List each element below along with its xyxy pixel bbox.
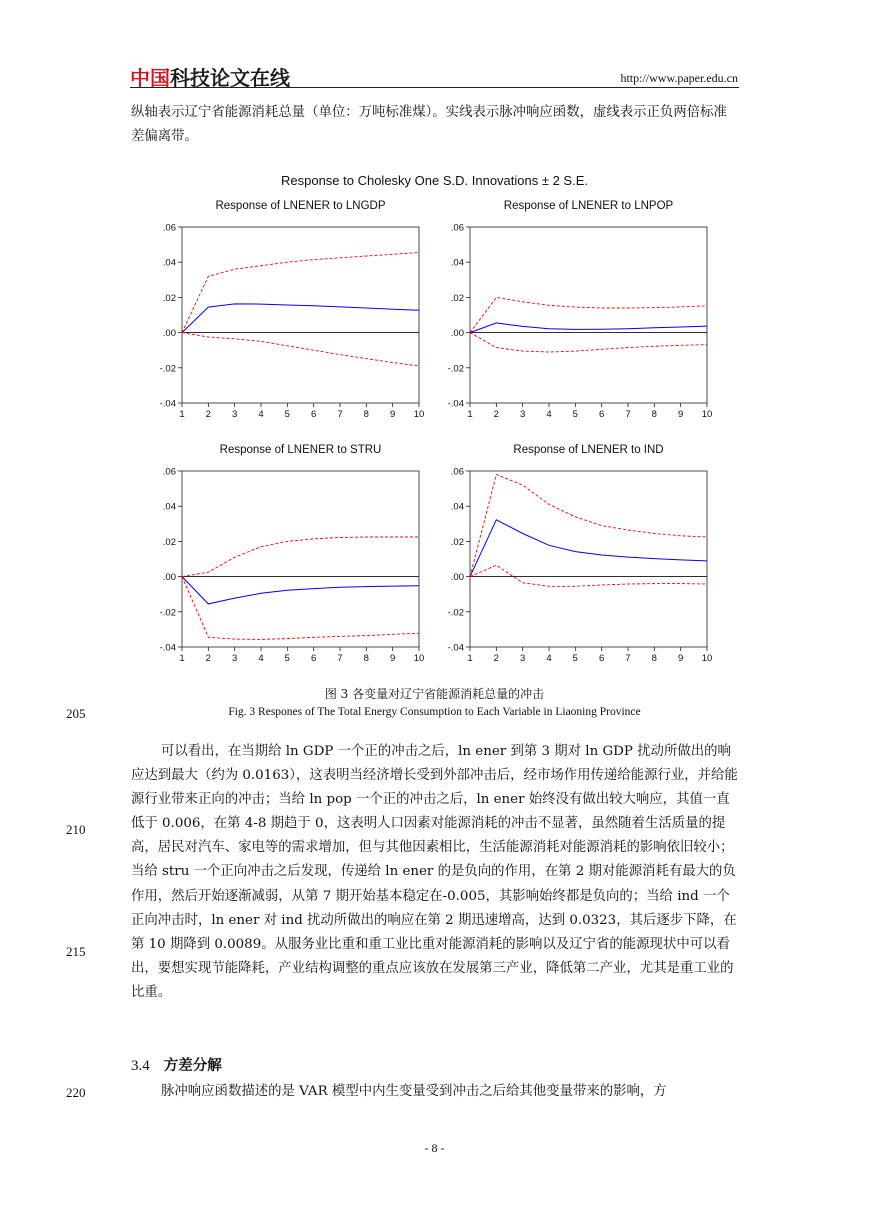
figure-caption-en: Fig. 3 Respones of The Total Energy Consumption to Each Variable in Liaoning Province [228, 706, 641, 718]
x-tick-label: 6 [311, 653, 317, 664]
y-tick-label: .06 [162, 466, 176, 478]
x-tick-label: 7 [625, 653, 631, 664]
y-tick-label: .00 [162, 328, 176, 340]
upper-band-line [182, 253, 419, 333]
x-tick-label: 7 [625, 409, 631, 420]
y-tick-label: .00 [162, 572, 176, 584]
y-tick-label: .04 [162, 257, 176, 269]
x-tick-label: 3 [520, 653, 526, 664]
x-tick-label: 7 [337, 653, 343, 664]
y-tick-label: .02 [162, 536, 176, 548]
y-tick-label: -.02 [159, 607, 176, 619]
x-tick-label: 2 [205, 653, 211, 664]
x-tick-label: 1 [179, 409, 185, 420]
line-number-210: 210 [66, 822, 86, 837]
y-tick-label: -.02 [447, 607, 464, 619]
impulse-response-line [470, 520, 707, 577]
x-tick-label: 4 [546, 409, 552, 420]
x-tick-label: 2 [493, 653, 499, 664]
last-paragraph: 脉冲响应函数描述的是 VAR 模型中内生变量受到冲击之后给其他变量带来的影响，方 [161, 1084, 667, 1099]
header-url[interactable]: http://www.paper.edu.cn [620, 71, 738, 85]
y-tick-label: .06 [450, 466, 464, 478]
x-tick-label: 4 [258, 409, 264, 420]
y-tick-label: -.02 [159, 363, 176, 375]
x-tick-label: 3 [232, 653, 238, 664]
x-tick-label: 10 [701, 653, 713, 664]
x-tick-label: 6 [311, 409, 317, 420]
panel-title: Response of LNENER to LNGDP [215, 200, 386, 212]
panel-frame [182, 227, 419, 403]
x-tick-label: 8 [651, 409, 657, 420]
x-tick-label: 9 [678, 409, 684, 420]
impulse-response-line [470, 323, 707, 333]
x-tick-label: 3 [520, 409, 526, 420]
y-tick-label: .04 [450, 501, 464, 513]
y-tick-label: .02 [450, 292, 464, 304]
x-tick-label: 8 [363, 409, 369, 420]
panel-title: Response of LNENER to IND [513, 444, 664, 456]
logo-part-red: 中国 [130, 66, 170, 90]
x-tick-label: 1 [467, 653, 473, 664]
x-tick-label: 9 [678, 653, 684, 664]
y-tick-label: -.04 [447, 642, 464, 654]
figure-caption-cn: 图 3 各变量对辽宁省能源消耗总量的冲击 [324, 687, 545, 701]
section-title: 方差分解 [163, 1058, 222, 1074]
section-number: 3.4 [131, 1058, 150, 1074]
x-tick-label: 4 [546, 653, 552, 664]
upper-band-line [182, 537, 419, 577]
x-tick-label: 5 [284, 653, 290, 664]
x-tick-label: 3 [232, 409, 238, 420]
x-tick-label: 6 [599, 409, 605, 420]
x-tick-label: 4 [258, 653, 264, 664]
logo-part-dark: 科技论文在线 [170, 66, 290, 90]
y-tick-label: .04 [450, 257, 464, 269]
x-tick-label: 5 [572, 409, 578, 420]
lower-band-line [470, 333, 707, 352]
x-tick-label: 9 [390, 653, 396, 664]
impulse-response-line [182, 577, 419, 604]
x-tick-label: 10 [413, 653, 425, 664]
x-tick-label: 8 [363, 653, 369, 664]
y-tick-label: -.04 [159, 642, 176, 654]
intro-paragraph: 纵轴表示辽宁省能源消耗总量（单位：万吨标准煤）。实线表示脉冲响应函数，虚线表示正负两倍标准差偏离带。 [131, 105, 727, 144]
line-number-215: 215 [66, 944, 86, 959]
x-tick-label: 5 [572, 653, 578, 664]
y-tick-label: .02 [450, 536, 464, 548]
x-tick-label: 2 [205, 409, 211, 420]
upper-band-line [470, 475, 707, 577]
x-tick-label: 2 [493, 409, 499, 420]
x-tick-label: 7 [337, 409, 343, 420]
y-tick-label: .06 [162, 222, 176, 234]
line-number-205: 205 [66, 706, 86, 721]
y-tick-label: .00 [450, 572, 464, 584]
y-tick-label: -.04 [159, 398, 176, 410]
y-tick-label: .00 [450, 328, 464, 340]
line-number-220: 220 [66, 1085, 86, 1100]
panel-title: Response of LNENER to LNPOP [503, 200, 674, 212]
x-tick-label: 8 [651, 653, 657, 664]
y-tick-label: -.02 [447, 363, 464, 375]
section-heading [131, 1054, 222, 1075]
page-number: - 8 - [424, 1141, 445, 1155]
lower-band-line [470, 565, 707, 586]
x-tick-label: 9 [390, 409, 396, 420]
impulse-response-line [182, 304, 419, 333]
y-tick-label: .04 [162, 501, 176, 513]
body-paragraph: 可以看出，在当期给 ln GDP 一个正的冲击之后，ln ener 到第 3 期对 ln GDP 扰动所做出的响应达到最大（约为 0.0163），这表明当经济增长受到外部冲击后，经市场作用传递给能源行业，并给能源行业带来正向的冲击；当给 ln pop 一个正的冲击之后，ln ener 始终没有做出较大响应，其值一直低于 0.006，在第 4-8 期趋于 0，这表明人口因素对能源消耗的冲击不显著，虽然随着生活质量的提高，居民对汽车、家电等的需求增加，但与其他因素相比，生活能源消耗对能源消耗的影响依旧较小；当给 stru 一个正向冲击之后发现，传递给 ln ener 的是负向的作用，在第 2 期对能源消耗有最大的负作用，然后开始逐渐减弱，从第 7 期开始基本稳定在-0.005，其影响始终都是负向的；当给 ind 一个正向冲击时，ln ener 对 ind 扰动所做出的响应在第 2 期迅速增高，达到 0.0323，其后逐步下降，在第 10 期降到 0.0089。从服务业比重和重工业比重对能源消耗的影响以及辽宁省的能源现状中可以看出，要想实现节能降耗，产业结构调整的重点应该放在发展第三产业，降低第二产业，尤其是重工业的比重。 [131, 744, 738, 1000]
x-tick-label: 1 [179, 653, 185, 664]
x-tick-label: 5 [284, 409, 290, 420]
lower-band-line [182, 333, 419, 366]
y-tick-label: .02 [162, 292, 176, 304]
y-tick-label: -.04 [447, 398, 464, 410]
x-tick-label: 6 [599, 653, 605, 664]
x-tick-label: 10 [413, 409, 425, 420]
panel-title: Response of LNENER to STRU [219, 444, 382, 456]
figure-title: Response to Cholesky One S.D. Innovations ± 2 S.E. [280, 173, 589, 188]
y-tick-label: .06 [450, 222, 464, 234]
x-tick-label: 10 [701, 409, 713, 420]
panel-frame [470, 227, 707, 403]
panel-frame [182, 471, 419, 647]
x-tick-label: 1 [467, 409, 473, 420]
